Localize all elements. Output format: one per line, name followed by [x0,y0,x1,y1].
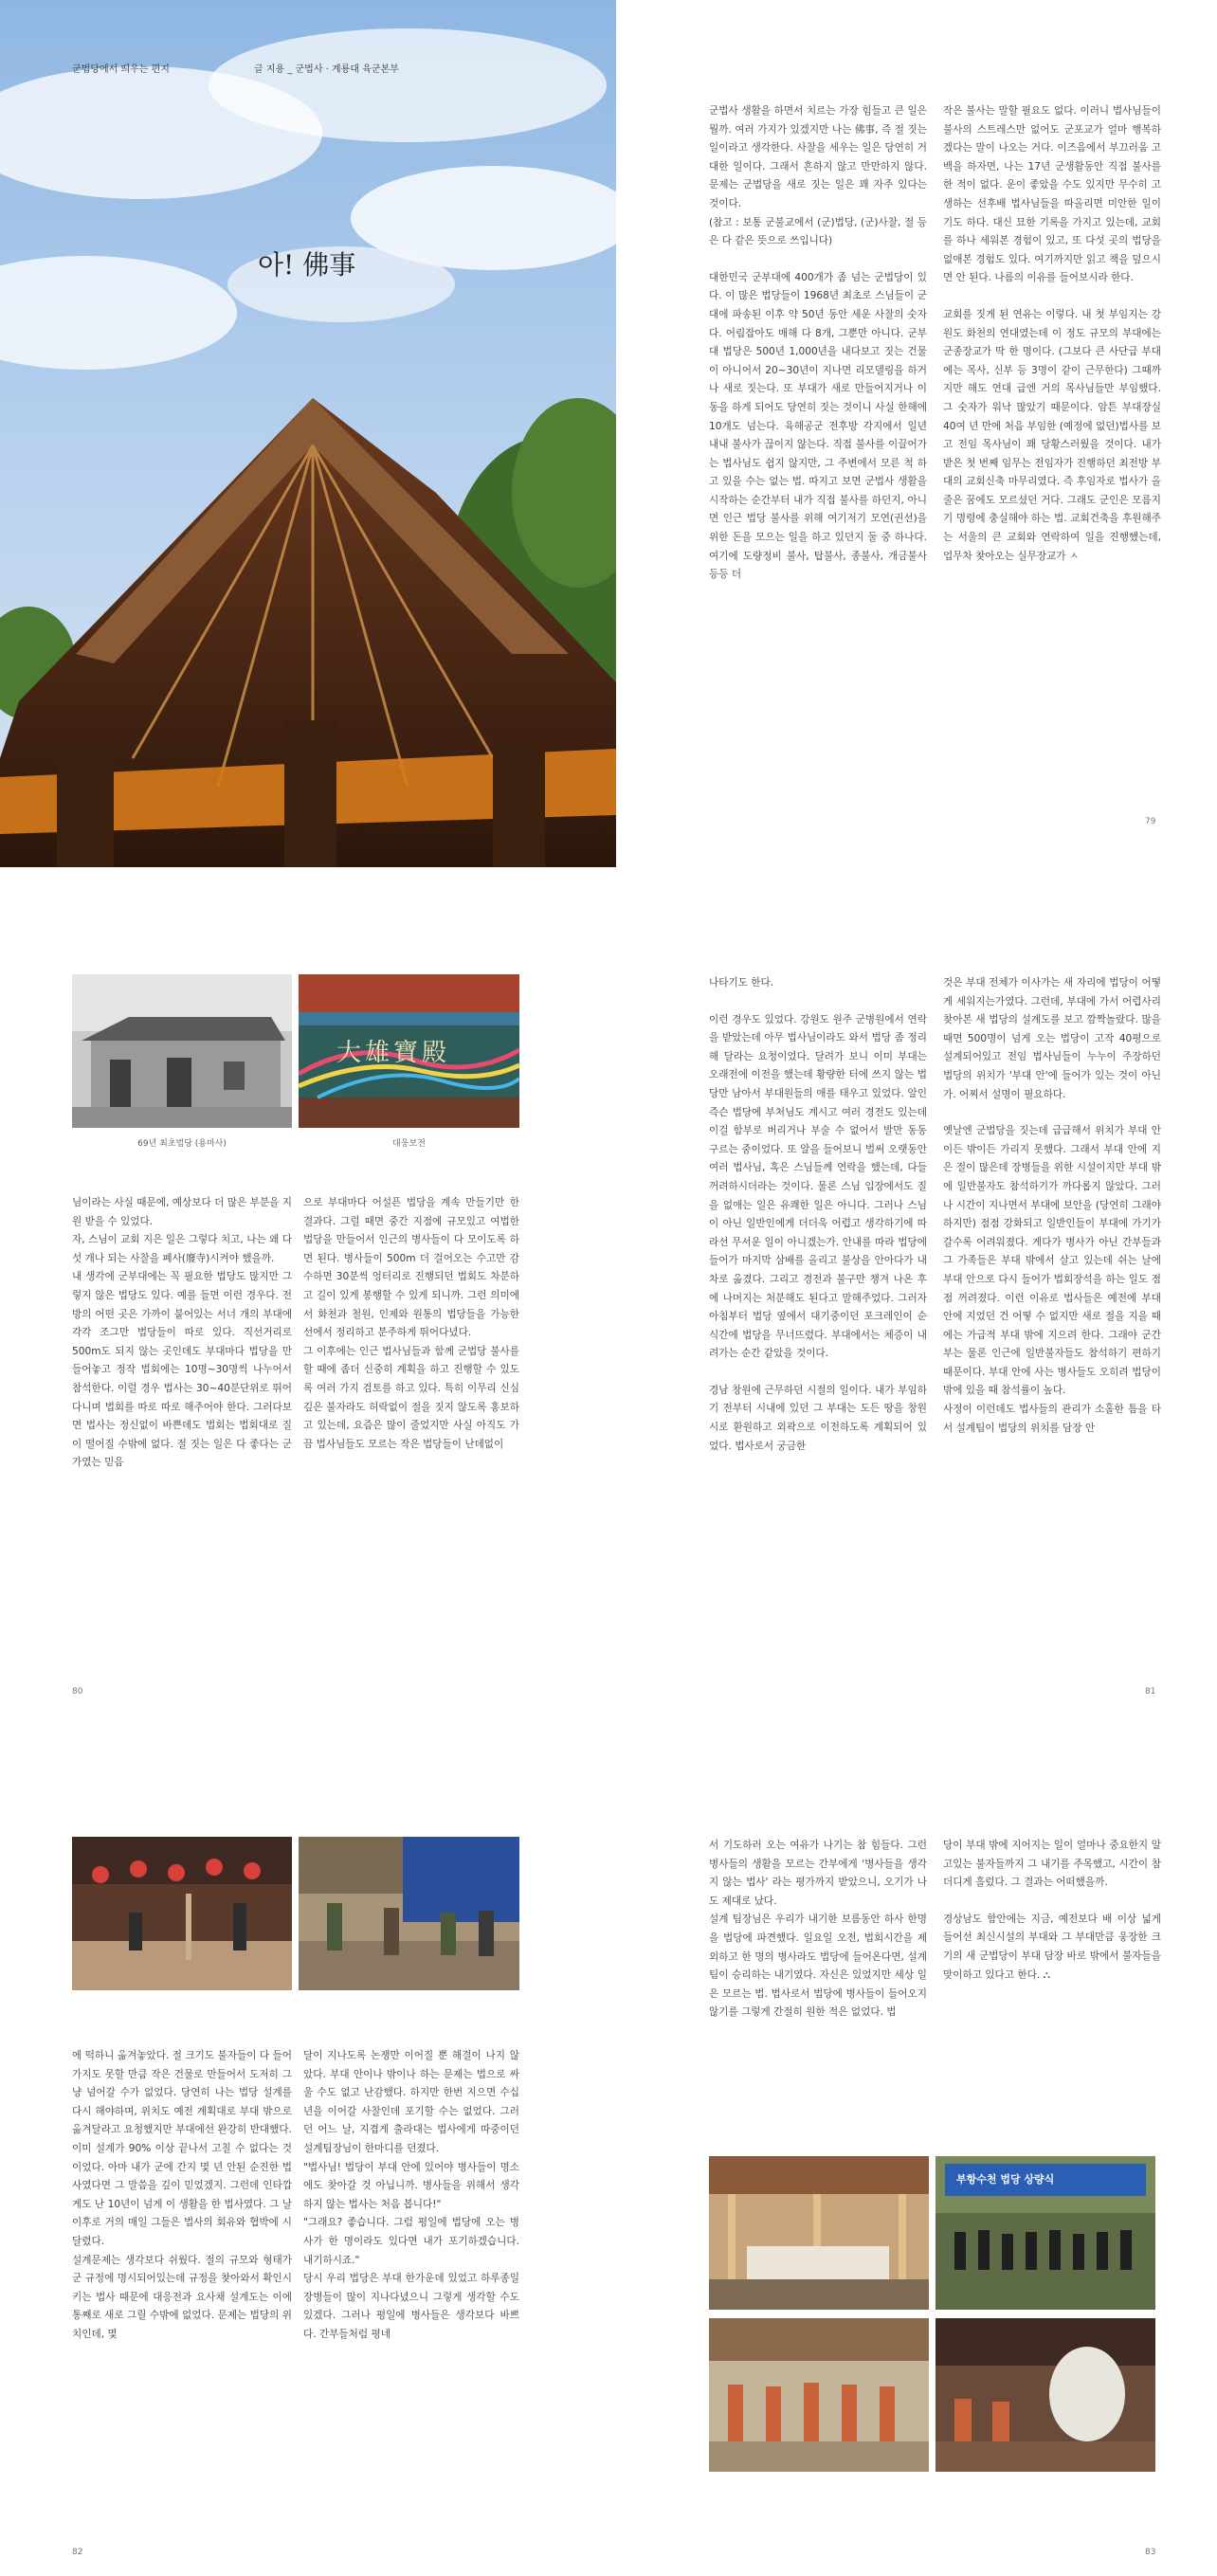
page-number: 80 [72,1687,83,1696]
paragraph: 설계문제는 생각보다 쉬웠다. 절의 규모와 형태가 군 규정에 명시되어있는데 규정을 찾아와서 확인시키는 법사 때문에 대응전과 요사채 설계도는 이에 통째로 새로 그릴 수밖에 없었다. 문제는 법당의 위치인데, 몇 [72,2254,292,2340]
paragraph: 경남 창원에 근무하던 시절의 일이다. 내가 부임하기 전부터 시내에 있던 그 부대는 도든 땅을 창원시로 환원하고 외곽으로 이전하도록 계획되어 있었다. 법사로서 궁금한 [709,1384,927,1452]
paragraph: 교회를 짓게 된 연유는 이렇다. 내 첫 부임지는 강원도 화천의 연대였는데 이 정도 규모의 부대에는 군종장교가 딱 한 명이다. (그보다 큰 사단급 부대에는 목사, 신부 등 3명이 같이 근무한다) 그때까지만 해도 연대 급엔 거의 목사님들만 부임했다. 그 숫자가 워낙 많았기 때문이다. 암튼 부대장실 40여 년 만에 처음 부임한 (예정에 없던)법사를 보고 전임 목사님이 꽤 당황스러웠을 것이다. 내가 받은 첫 번째 임무는 전임자가 진행하던 최전방 부대의 교회신축 마무리였다. 즉 후임자로 법사가 올 줄은 꿈에도 모르셨던 거다. 그래도 군인은 모름지기 명령에 충실해야 하는 법. 교회건축을 후원해주는 서울의 큰 교회와 연락하여 일을 진행했는데, 업무차 찾아오는 실무장교가 ㅅ [943,308,1161,562]
buddha-statue-ceremony-photo [935,2318,1155,2472]
main-hall-sign-photo [299,974,519,1128]
photo-caption: 대웅보전 [392,1139,426,1149]
page-number: 82 [72,2548,83,2557]
banner-text: 부항수천 법당 상량식 [956,2173,1055,2186]
text-column [303,2047,519,2521]
paragraph: 에 떡하니 옮겨놓았다. 절 크기도 불자들이 다 들어가지도 못할 만큼 작은 건물로 만들어서 도저히 그냥 넘어갈 수가 없었다. 당연히 나는 법당 설계를 다시 해야하며, 위치도 예전 계획대로 부대 밖으로 옮겨달라고 요청했지만 부대에선 완강히 반대했다. 이미 설계가 90% 이상 끝나서 고칠 수 없다는 것이었다. 아마 내가 군에 간지 몇 년 안된 순진한 법사였다면 그 말씀을 깊이 믿었겠지. 그런데 인타깝게도 난 10년이 넘게 이 생활을 한 법사였다. 그 날 이후로 거의 매일 그들은 법사의 회유와 협박에 시달렸다. [72,2050,292,2247]
temple-roof-photo [0,0,616,867]
paragraph: 서 기도하러 오는 여유가 나기는 참 힘들다. 그런 병사들의 생활을 모르는 간부에게 '병사들을 생각지 않는 법사' 라는 평가까지 받았으니, 오기가 나도 제대로 났다. [709,1840,927,1907]
paragraph: 설계 팀장님은 우리가 내기한 보름동안 하사 한명을 법당에 파견했다. 일요일 오전, 법회시간을 제외하고 한 명의 병사라도 법당에 들어온다면, 설계팀이 승리하는 내기였다. 자신은 있었지만 세상 일은 모르는 법. 법사로서 법당에 병사들이 들어오지 않기를 그렇게 간절히 원한 적은 없었다. 법 [709,1914,927,2019]
paragraph: 작은 불사는 말할 필요도 없다. 이러니 법사님들이 불사의 스트레스만 없어도 군포교가 얼마 행복하겠다는 말이 나오는 거다. 이즈음에서 부끄러움 고백을 하자면, 나는 17년 군생활동안 직접 불사를 한 적이 없다. 운이 좋았을 수도 있지만 무수히 고생하는 선후배 법사님들을 따올리면 미안한 일이기도 하다. 대신 묘한 기록을 가지고 있는데, 교회를 하나 세워본 경험이 있고, 또 다섯 곳의 법당을 없애본 경험도 있다. 여기까지만 읽고 책을 덮으시면 안 된다. 나름의 이유를 들어보시라 한다. [943,105,1161,284]
text-column [709,102,927,775]
page-number: 79 [1145,817,1156,826]
text-column [943,1837,1161,2045]
paragraph: "법사님! 법당이 부대 안에 있어야 병사들이 명소에도 찾아갈 것 아닙니까. 병사들을 위해서 생각하지 않는 법사는 처음 봅니다!" [303,2161,519,2210]
page-number: 83 [1145,2548,1156,2557]
paragraph: (참고 : 보통 군불교에서 (군)법당, (군)사찰, 절 등은 다 같은 뜻으로 쓰입니다) [709,216,927,247]
monks-procession-photo [709,2318,929,2472]
author-line: 글 지용 _ 군법사 · 계룡대 육군본부 [254,64,399,75]
paragraph: 이런 경우도 있었다. 강원도 원주 군병원에서 연락을 받았는데 아무 법사님이라도 와서 법당 좀 정리해 달라는 요청이었다. 달려가 보니 이미 부대는 오래전에 이전을 했는데 황량한 터에 쓰지 않는 법당만 남아서 부대원들의 애를 태우고 있었다. 알인 즉슨 법당에 부처님도 계시고 여러 경전도 있는데 이걸 함부로 버리거나 부술 수 없어서 발만 동동 구르는 중이었다. 또 알을 들어보니 벌써 오랫동안 여러 법사님, 혹은 스님들께 연락을 했는데, 다들 꺼려하시더라는 것이다. 물론 스님 입장에서도 질을 없애는 일은 유쾌한 일은 아니다. 그러나 스님이 아닌 일반인에게 더더욱 어렵고 생각하기에 따라선 무서운 일이 아니겠는가. 안내를 따라 법당에 들어가 마지막 삼배를 올리고 불상을 안아다가 내 차로 옮겼다. 그리고 경전과 불구만 챙겨 나온 후에 나머지는 처분해도 된다고 말해주었다. 그러자 아침부터 법당 옆에서 대기중이던 포크레인이 순식간에 법당을 무너뜨렸다. 부대에서는 체증이 내려가는 순간 같았을 것이다. [709,1013,927,1360]
paragraph: 대한민국 군부대에 400개가 좀 넘는 군법당이 있다. 이 많은 법당들이 1968년 최초로 스님들이 군대에 파송된 이후 약 50년 동안 세운 사찰의 숫자다. 어림잡아도 매해 다 8개, 그뿐만 아니다. 군부대 법당은 500년 1,000년을 내다보고 짓는 건물이 아니어서 20~30년이 지나면 리모델링을 하거나 새로 짓는다. 또 부대가 새로 만들어지거나 이동을 하게 되어도 당연히 짓는 것이니 사실 한해에 10개도 넘는다. 육해공군 전후방 각지에서 일년 내내 불사가 끊이지 않는다. 직접 불사를 이끌어가는 법사님도 쉽지 않지만, 그 주변에서 모른 척 하고 있을 수는 없는 법. 따지고 보면 군법사 생활을 시작하는 순간부터 내가 직접 불사를 하던지, 아니면 인근 법당 불사를 위해 여기저기 모연(권선)을 위한 돈을 모으는 일을 하고 있던지 둘 중 하나다. 여기에 도량정비 불사, 탑불사, 종불사, 개금불사 등등 더 [709,271,927,581]
paragraph: 군법사 생활을 하면서 치르는 가장 힘들고 큰 일은 뭘까. 여러 가지가 있겠지만 나는 佛事, 즉 절 짓는 일이라고 생각한다. 사찰을 세우는 일은 당연히 거대한 일이다. 그래서 흔하지 않고 만만하지 않다. 문제는 군법당을 새로 짓는 일은 꽤 자주 있다는 것이다. [709,105,927,209]
paragraph: 그 이후에는 인근 법사님들과 함께 군법당 불사를 할 때에 좀더 신중히 계획을 하고 진행할 수 있도록 여러 가지 검토를 하고 있다. 특히 이무리 신심 깊은 불자라도 허락없이 절을 짓지 않도록 홍보하고 있는데, 요즘은 많이 줄었지만 사실 아직도 가끔 법사님들도 모르는 작은 법당들이 난데없이 [303,1345,519,1450]
paragraph: 사정이 이런데도 법사들의 관리가 소홀한 틈을 타서 설계팀이 법당의 위치를 담장 안 [943,1404,1161,1434]
construction-workers-photo [299,1837,519,1990]
text-column [72,1194,292,1668]
text-column [72,2047,292,2521]
old-dharma-hall-photo [72,974,292,1128]
text-column [709,1837,927,2045]
text-column [709,974,927,1668]
spread-3 [0,1782,1217,2576]
paragraph: 것은 부대 전체가 이사가는 새 자리에 법당이 어떻게 세워지는가였다. 그런데, 부대에 가서 어렵사리 찾아본 새 법당의 설계도를 보고 깜짝놀랐다. 많을 때면 500명이 넘게 오는 법당이 고작 40평으로 설계되어있고 전임 법사님들이 누누이 주장하던 법당의 위치가 '부대 안'에 들어가 있는 것이 아닌가. 어찌서 설명이 필요하다. [943,977,1161,1100]
paragraph: 님이라는 사실 때문에, 예상보다 더 많은 부분을 지원 받을 수 있었다. [72,1197,292,1227]
paragraph: 달이 지나도록 논쟁만 이어질 뿐 해결이 나지 않았다. 부대 안이나 밖이나 하는 문제는 법으로 싸울 수도 없고 난감했다. 하지만 한번 지으면 수십 년을 이어갈 사찰인데 포기할 수는 없었다. 그러던 어느 날, 지겹게 출라대는 법사에게 따중이던 설계팀장님이 한마디를 던졌다. [303,2050,519,2154]
photo-caption: 69년 최초법당 (용마사) [137,1139,227,1149]
text-column [943,974,1161,1668]
paragraph: 당시 우리 법당은 부대 한가운데 있었고 하루종일 장병들이 많이 지나다녔으니 그렇게 생각할 수도 있겠다. 그러나 평일에 병사들은 생각보다 바쁘다. 간부들처럼 평네 [303,2273,519,2340]
ridge-beam-ceremony-photo [935,2156,1155,2310]
paragraph: 으로 부대마다 어설픈 법당을 계속 만들기만 한 결과다. 그럴 때면 중간 지점에 규모있고 여법한 법당을 만들어서 인근의 병사들이 다 모이도록 하면 된다. 병사들이 500m 더 걸어오는 수고만 감수하면 30분씩 엉터리로 진행되던 법회도 차분하고 길이 있게 봉행할 수 있게 되니까. 그런 의미에서 화천과 철원, 인제와 원통의 법당들을 가능한 선에서 정리하고 분주하게 뛰어다녔다. [303,1197,519,1339]
paragraph: 자, 스님이 교회 지은 일은 그렇다 치고, 나는 왜 다섯 개나 되는 사찰을 폐사(廢寺)시켜야 했을까. [72,1234,292,1264]
paragraph: 경상남도 함안에는 지금, 예전보다 배 이상 넓게 들어선 최신시설의 부대와 그 부대만큼 웅장한 크기의 새 군법당이 부대 담장 바로 밖에서 불자들을 맞이하고 있다고 한다. ⛬ [943,1913,1161,1981]
paragraph: 당이 부대 밖에 지어지는 일이 얼마나 중요한지 알고있는 불자들까지 그 내기를 주목했고, 시간이 참 더디게 흘렀다. 그 결과는 어떠했을까. [943,1840,1161,1889]
text-column [303,1194,519,1668]
spread-1 [0,0,1217,867]
construction-interior-photo [72,1837,292,1990]
paragraph: 옛날엔 군법당을 짓는데 급급해서 위치가 부대 안이든 밖이든 가리지 못했다. 그래서 부대 안에 지은 절이 많은데 장병들을 위한 시설이지만 부대 밖에 일반불자도 참석하기가 까다롭지 않았다. 그러나 시간이 지나면서 부대에 보안을 (당연히 그래야하지만) 점점 강화되고 일반인들이 부대에 가기가 갈수록 어려워졌다. 게다가 병사가 아닌 간부들과 그 가족들은 부대 밖에서 살고 있는데 쉬는 날에 부대 안으로 다시 들어가 법회장석을 하는 일도 점점 꺼려졌다. 이런 이유로 법사들은 예전에 부대 안에 지었던 건 어떻 수 없지만 새로 절을 지을 때에는 가급적 부대 밖에 지으려 한다. 그래야 군간부는 물론 인근에 일반불자들도 참석하기 편하기 때문이다. 부대 안에 사는 병사들도 오히려 법당이 밖에 있을 때 참석률이 높다. [943,1125,1161,1397]
page-number: 81 [1145,1687,1156,1696]
text-column [943,102,1161,775]
ceremony-hall-photo [709,2156,929,2310]
spread-2 [0,905,1217,1753]
hall-sign: 大雄寶殿 [336,1039,451,1067]
paragraph: 나타기도 한다. [709,977,774,989]
article-title: 아! 佛事 [258,249,356,281]
column-name: 군법당에서 띄우는 편지 [72,64,170,75]
paragraph: 내 생각에 군부대에는 꼭 필요한 법당도 많지만 그렇지 않은 법당도 있다. 예를 들면 이런 경우다. 전방의 어떤 곳은 가까이 붙어있는 서너 개의 부대에 각각 조그만 법당들이 따로 있다. 직선거리로 500m도 되지 않는 곳인데도 부대마다 법당을 만들어놓고 정작 법회에는 10명~30명씩 나누어서 참석한다. 이럴 경우 법사는 30~40분단위로 뛰어다니며 법회를 따로 따로 해주어야 한다. 그러다보면 법사는 정신없이 바쁜데도 법회는 법회대로 질이 떨어질 수밖에 없다. 절 짓는 일은 다 좋다는 군가였는 믿음 [72,1271,292,1469]
paragraph: "그래요? 좋습니다. 그럼 평일에 법당에 오는 병사가 한 명이라도 있다면 내가 포기하겠습니다. 내기하시죠." [303,2217,519,2266]
